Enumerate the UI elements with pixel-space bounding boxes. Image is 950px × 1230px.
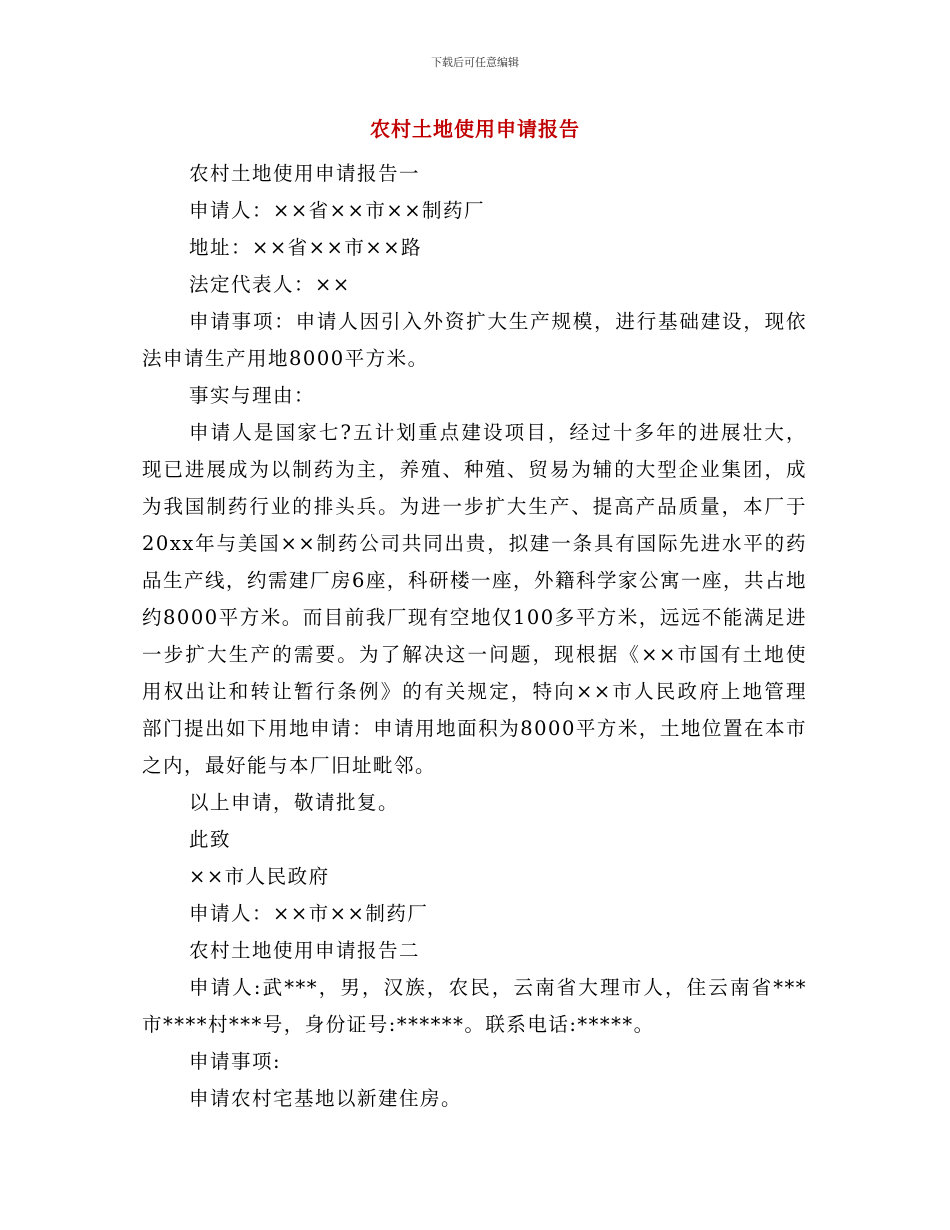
section-heading-1: 农村土地使用申请报告一 [189, 162, 421, 185]
address-line: 地址：××省××市××路 [189, 236, 423, 259]
application-matter-line: 申请农村宅基地以新建住房。 [189, 1087, 463, 1110]
closing-request: 以上申请，敬请批复。 [189, 791, 400, 814]
application-matter-heading: 申请事项: [189, 1050, 282, 1073]
application-matter-paragraph: 申请事项：申请人因引入外资扩大生产规模，进行基础建设，现依法申请生产用地8000平方米。 [142, 310, 807, 370]
recipient-line: ××市人民政府 [189, 865, 330, 888]
legal-representative-line: 法定代表人：×× [189, 273, 351, 296]
signature-applicant-line: 申请人：××市××制药厂 [189, 902, 429, 925]
document-title: 农村土地使用申请报告 [370, 117, 580, 141]
document-body [142, 155, 807, 1117]
applicant-details-paragraph: 申请人:武***，男，汉族，农民，云南省大理市人，住云南省***市****村***号，身份证号:******。联系电话:*****。 [142, 976, 807, 1036]
applicant-line: 申请人：××省××市××制药厂 [189, 199, 486, 222]
facts-reasons-paragraph: 申请人是国家七?五计划重点建设项目，经过十多年的进展壮大，现已进展成为以制药为主，养殖、种殖、贸易为辅的大型企业集团，成为我国制药行业的排头兵。为进一步扩大生产、提高产品质量，本厂于20xx年与美国××制药公司共同出贵，拟建一条具有国际先进水平的药品生产线，约需建厂房6座，科研楼一座，外籍科学家公寓一座，共占地约8000平方米。而目前我厂现有空地仅100多平方米，远远不能满足进一步扩大生产的需要。为了解决这一问题，现根据《××市国有土地使用权出让和转让暂行条例》的有关规定，特向××市人民政府上地管理部门提出如下用地申请：申请用地面积为8000平方米，土地位置在本市之内，最好能与本厂旧址毗邻。 [142, 421, 807, 777]
section-heading-2: 农村土地使用申请报告二 [189, 939, 421, 962]
salutation: 此致 [189, 828, 232, 851]
header-note: 下载后可任意编辑 [431, 56, 519, 69]
facts-reasons-heading: 事实与理由： [189, 384, 316, 407]
